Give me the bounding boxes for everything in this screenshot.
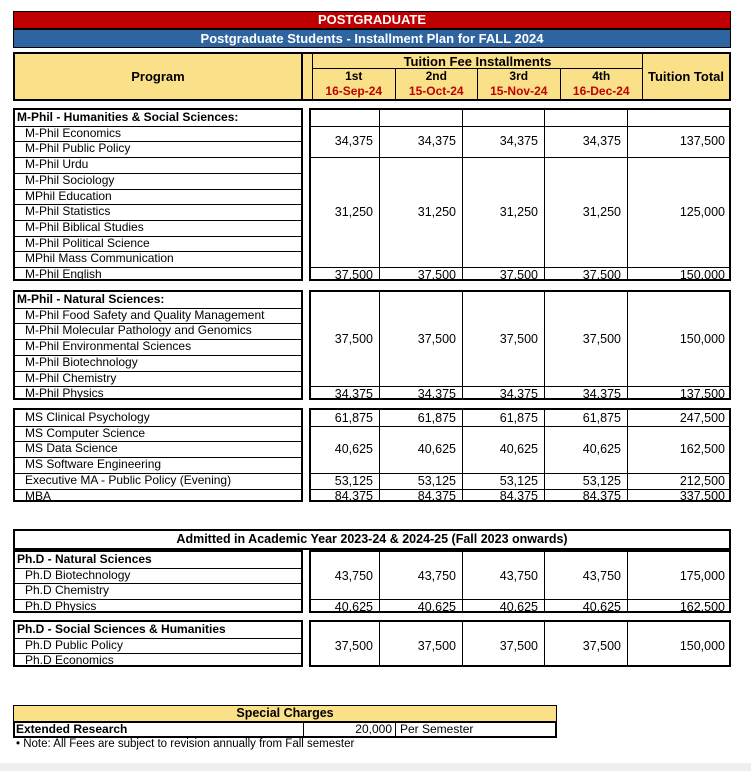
ms-g3-inst-3: 84,375 [499, 489, 538, 504]
mphil-ns-g0-inst-2: 37,500 [417, 332, 456, 347]
mphil-ns-g1-inst-4: 34,375 [582, 387, 621, 402]
program-row: M-Phil Political Science [25, 235, 150, 250]
fee-note: • Note: All Fees are subject to revision annually from Fall semester [16, 738, 355, 750]
mphil-ns-g0-inst-1: 37,500 [334, 332, 373, 347]
col-2nd [396, 69, 479, 99]
mphil-hss-heading: M-Phil - Humanities & Social Sciences: [17, 110, 239, 124]
mphil-hss-g1-inst-1: 34,375 [334, 134, 373, 149]
fee-header [13, 52, 731, 101]
mphil-ns-g1-inst-3: 34,375 [499, 387, 538, 402]
ms-g2-inst-3: 53,125 [499, 473, 538, 488]
program-row: M-Phil Biotechnology [25, 354, 138, 369]
col-4th-label: 4th [592, 69, 611, 83]
ms-g1-inst-3: 40,625 [499, 442, 538, 457]
mphil-hss-group-line [309, 126, 731, 127]
phd-ss-g0-inst-2: 37,500 [417, 638, 456, 653]
program-row: MBA [25, 488, 52, 503]
program-row: M-Phil Physics [25, 386, 104, 401]
phd-ss-g0-inst-3: 37,500 [499, 638, 538, 653]
ms-g0-inst-1: 61,875 [334, 410, 373, 425]
ms-g2-inst-2: 53,125 [417, 473, 456, 488]
program-row: Ph.D Economics [25, 653, 114, 668]
phd-ns-g0-inst-2: 43,750 [417, 568, 456, 583]
phd-ns-g0-total: 175,000 [679, 568, 725, 583]
page-title: POSTGRADUATE [13, 11, 731, 29]
mphil-hss-g3-total: 150,000 [679, 267, 725, 282]
program-row: Ph.D Biotechnology [25, 567, 131, 582]
special-col-sep-2 [395, 721, 396, 738]
program-row: M-Phil English [25, 267, 102, 281]
ms-g3-inst-2: 84,375 [417, 489, 456, 504]
total-header: Tuition Total [642, 54, 729, 99]
program-row: M-Phil Sociology [25, 172, 115, 187]
col-3rd [478, 69, 561, 99]
ms-g0-total: 247,500 [679, 410, 725, 425]
col-4th-date: 16-Dec-24 [572, 84, 630, 98]
mphil-hss-g1-inst-3: 34,375 [499, 134, 538, 149]
mphil-hss-g2-total: 125,000 [679, 205, 725, 220]
ms-g1-total: 162,500 [679, 442, 725, 457]
ms-g0-inst-4: 61,875 [582, 410, 621, 425]
program-row: M-Phil Chemistry [25, 370, 117, 385]
special-charges-heading: Special Charges [13, 705, 557, 722]
program-row: MPhil Mass Communication [25, 251, 174, 266]
ms-g3-inst-1: 84,375 [334, 489, 373, 504]
col-3rd-label: 3rd [509, 69, 529, 83]
mphil-hss-g3-inst-4: 37,500 [582, 267, 621, 282]
mphil-hss-g3-inst-1: 37,500 [334, 267, 373, 282]
ms-g2-total: 212,500 [679, 473, 725, 488]
program-row: M-Phil Urdu [25, 157, 89, 172]
special-unit: Per Semester [400, 722, 474, 736]
phd-ns-g1-inst-1: 40,625 [334, 599, 373, 614]
program-row: Ph.D Public Policy [25, 637, 124, 652]
installment-columns [312, 69, 642, 99]
program-row: Ph.D Chemistry [25, 583, 110, 598]
ms-g0-inst-2: 61,875 [417, 410, 456, 425]
program-row: MS Software Engineering [25, 457, 162, 472]
col-4th [561, 69, 643, 99]
mphil-hss-g2-inst-1: 31,250 [334, 205, 373, 220]
program-row: M-Phil Statistics [25, 204, 111, 219]
program-row: MS Data Science [25, 441, 118, 456]
mphil-hss-g1-total: 137,500 [679, 134, 725, 149]
program-row: MS Clinical Psychology [25, 410, 150, 424]
special-label: Extended Research [16, 722, 128, 736]
phd-ss-g0-inst-1: 37,500 [334, 638, 373, 653]
mphil-hss-g3-inst-3: 37,500 [499, 267, 538, 282]
phd-ss-heading: Ph.D - Social Sciences & Humanities [17, 622, 226, 636]
special-amount: 20,000 [355, 722, 392, 736]
program-header: Program [15, 54, 303, 99]
mphil-hss-g3-inst-2: 37,500 [417, 267, 456, 282]
phd-ns-g1-inst-4: 40,625 [582, 599, 621, 614]
col-1st-date: 16-Sep-24 [325, 84, 383, 98]
mphil-hss-g1-inst-2: 34,375 [417, 134, 456, 149]
mphil-ns-g0-inst-3: 37,500 [499, 332, 538, 347]
ms-g2-inst-1: 53,125 [334, 473, 373, 488]
ms-group-line [309, 426, 731, 427]
mphil-ns-g1-inst-2: 34,375 [417, 387, 456, 402]
phd-ss-g0-inst-4: 37,500 [582, 638, 621, 653]
phd-ns-g0-inst-4: 43,750 [582, 568, 621, 583]
program-row: Ph.D Physics [25, 599, 97, 614]
bottom-strip [0, 763, 751, 771]
mphil-ns-g0-inst-4: 37,500 [582, 332, 621, 347]
installments-header: Tuition Fee Installments [312, 54, 642, 69]
note-text: Note: All Fees are subject to revision annually from Fall semester [23, 738, 355, 750]
phd-ns-g0-inst-3: 43,750 [499, 568, 538, 583]
phd-ns-g1-inst-3: 40,625 [499, 599, 538, 614]
col-1st-label: 1st [345, 69, 363, 83]
ms-g3-inst-4: 84,375 [582, 489, 621, 504]
col-1st [313, 69, 396, 99]
col-2nd-label: 2nd [425, 69, 447, 83]
phd-ns-heading: Ph.D - Natural Sciences [17, 552, 152, 566]
program-row: M-Phil Biblical Studies [25, 219, 144, 234]
ms-g1-inst-4: 40,625 [582, 442, 621, 457]
program-row: Executive MA - Public Policy (Evening) [25, 472, 232, 487]
program-row: MS Computer Science [25, 425, 146, 440]
ms-g2-inst-4: 53,125 [582, 473, 621, 488]
phd-admitted-header: Admitted in Academic Year 2023-24 & 2024-25 (Fall 2023 onwards) [13, 529, 731, 550]
mphil-ns-g0-total: 150,000 [679, 332, 725, 347]
mphil-hss-g1-inst-4: 34,375 [582, 134, 621, 149]
program-row: M-Phil Molecular Pathology and Genomics [25, 323, 252, 338]
mphil-hss-g2-inst-3: 31,250 [499, 205, 538, 220]
mphil-ns-g1-total: 137,500 [679, 387, 725, 402]
program-row: M-Phil Economics [25, 125, 122, 140]
mphil-hss-g2-inst-2: 31,250 [417, 205, 456, 220]
phd-ns-g1-total: 162,500 [679, 599, 725, 614]
program-row: MPhil Education [25, 188, 112, 203]
phd-ns-g0-inst-1: 43,750 [334, 568, 373, 583]
ms-g0-inst-3: 61,875 [499, 410, 538, 425]
col-3rd-date: 15-Nov-24 [490, 84, 548, 98]
mphil-hss-group-line [309, 157, 731, 158]
program-row: M-Phil Food Safety and Quality Management [25, 307, 265, 322]
mphil-ns-g1-inst-1: 34,375 [334, 387, 373, 402]
mphil-ns-heading: M-Phil - Natural Sciences: [17, 292, 165, 306]
mphil-hss-g2-inst-4: 31,250 [582, 205, 621, 220]
ms-g3-total: 337,500 [679, 489, 725, 504]
ms-g1-inst-2: 40,625 [417, 442, 456, 457]
ms-g1-inst-1: 40,625 [334, 442, 373, 457]
phd-ns-g1-inst-2: 40,625 [417, 599, 456, 614]
program-row: M-Phil Public Policy [25, 141, 131, 156]
program-row: M-Phil Environmental Sciences [25, 339, 192, 354]
col-2nd-date: 15-Oct-24 [408, 84, 464, 98]
page-subtitle: Postgraduate Students - Installment Plan for FALL 2024 [13, 29, 731, 48]
phd-ss-g0-total: 150,000 [679, 638, 725, 653]
